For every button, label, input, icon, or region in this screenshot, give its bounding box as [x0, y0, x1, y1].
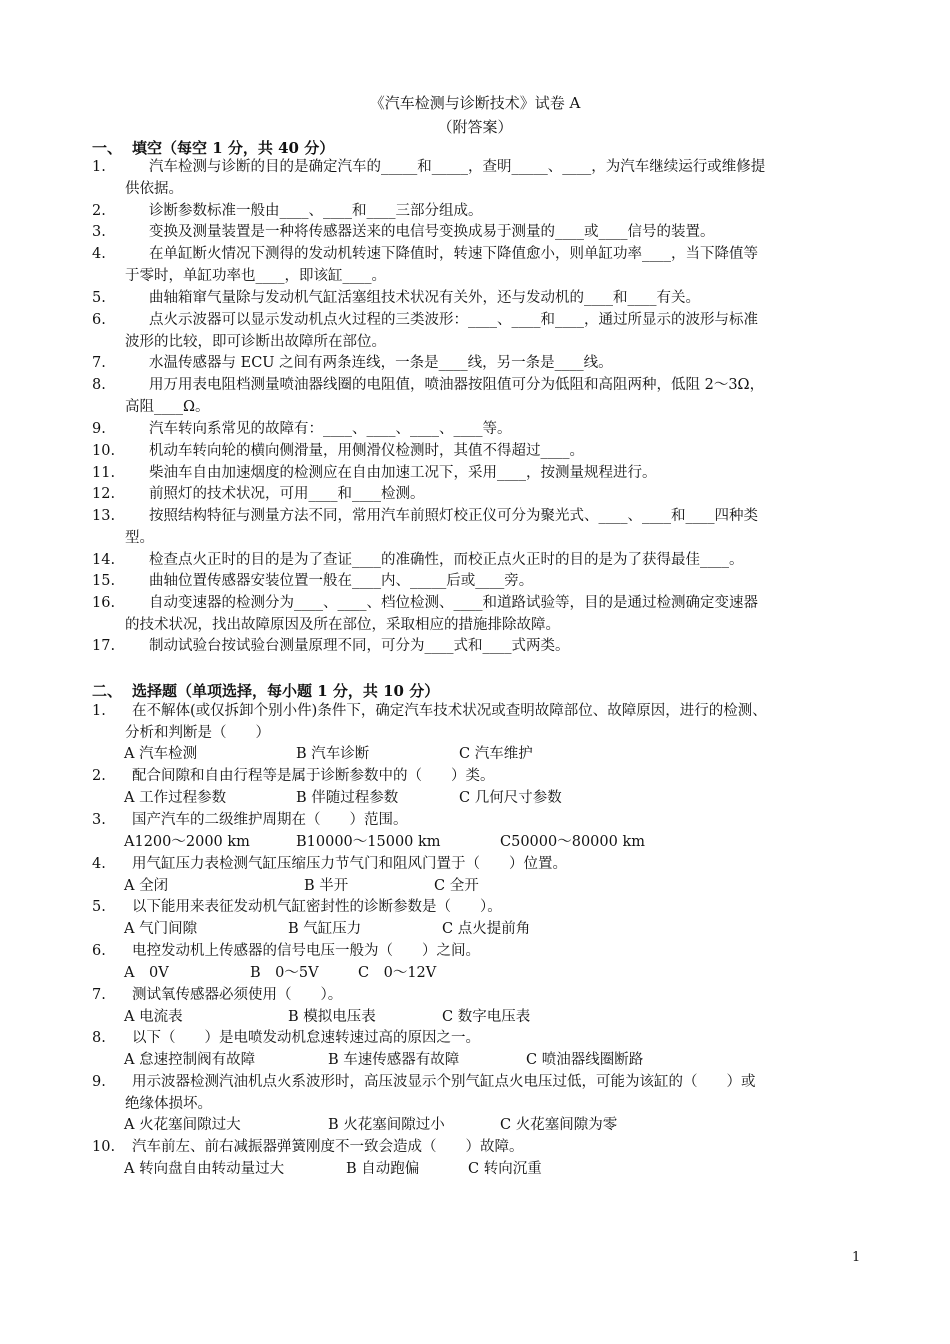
- question-text-cont: 波形的比较，即可诊断出故障所在部位。: [125, 334, 386, 350]
- fill-question: [92, 156, 862, 200]
- option-c: C 全开: [434, 878, 479, 894]
- fill-question: [92, 374, 862, 418]
- option-a: A 气门间隙: [124, 921, 198, 937]
- option-a: A 工作过程参数: [124, 790, 227, 806]
- option-c: C 0～12V: [358, 965, 437, 981]
- question-number: 4.: [92, 856, 106, 872]
- section-2-title: 选择题（单项选择，每小题 1 分，共 10 分）: [132, 682, 440, 700]
- section-1-number: 一、: [92, 139, 123, 157]
- question-number: 12.: [92, 486, 116, 502]
- section-1-title: 填空（每空 1 分，共 40 分）: [132, 139, 335, 157]
- option-c: C 几何尺寸参数: [459, 790, 562, 806]
- option-b: B 火花塞间隙过小: [328, 1117, 445, 1133]
- question-text: 机动车转向轮的横向侧滑量，用侧滑仪检测时，其值不得超过____。: [149, 443, 584, 459]
- exam-subtitle: （附答案）: [437, 118, 513, 136]
- question-text-cont: 于零时，单缸功率也____，即该缸____。: [125, 268, 386, 284]
- section-2-heading: [92, 680, 439, 701]
- question-number: 3.: [92, 224, 106, 240]
- question-number: 8.: [92, 1030, 106, 1046]
- question-number: 9.: [92, 1074, 106, 1090]
- question-text-cont: 高阻____Ω。: [125, 399, 210, 415]
- page-number: 1: [852, 1250, 861, 1265]
- fill-question: [92, 462, 862, 484]
- question-number: 10.: [92, 443, 116, 459]
- option-a: A 火花塞间隙过大: [124, 1117, 241, 1133]
- question-text-cont: 的技术状况，找出故障原因及所在部位，采取相应的措施排除故障。: [125, 617, 560, 633]
- question-number: 2.: [92, 768, 106, 784]
- question-text: 诊断参数标准一般由____、____和____三部分组成。: [149, 203, 483, 219]
- option-a: A 电流表: [124, 1009, 183, 1025]
- option-c: C 火花塞间隙为零: [500, 1117, 618, 1133]
- option-a: A 转向盘自由转动量过大: [124, 1161, 285, 1177]
- question-text: 点火示波器可以显示发动机点火过程的三类波形：____、____和____，通过所显示的波形与标准: [149, 312, 758, 328]
- section-1-heading: [92, 137, 334, 158]
- question-text: 汽车检测与诊断的目的是确定汽车的_____和_____，查明_____、____，为汽车继续运行或维修提: [149, 159, 766, 175]
- choice-question: [92, 809, 862, 831]
- question-text: 曲轴箱窜气量除与发动机气缸活塞组技术状况有关外，还与发动机的____和____有关。: [149, 290, 700, 306]
- choice-question: [92, 700, 862, 744]
- question-number: 7.: [92, 355, 106, 371]
- question-number: 4.: [92, 246, 106, 262]
- option-a: A 0V: [124, 965, 169, 981]
- option-b: B10000～15000 km: [296, 834, 441, 850]
- question-text: 以下能用来表征发动机气缸密封性的诊断参数是（ ）。: [132, 899, 502, 915]
- option-b: B 0～5V: [250, 965, 319, 981]
- option-c: C 喷油器线圈断路: [526, 1052, 644, 1068]
- question-number: 1.: [92, 159, 106, 175]
- fill-question: [92, 440, 862, 462]
- question-number: 5.: [92, 899, 106, 915]
- option-c: C 转向沉重: [468, 1161, 542, 1177]
- choice-question: [92, 940, 862, 962]
- choice-question: [92, 1071, 862, 1115]
- question-number: 6.: [92, 312, 106, 328]
- question-text: 电控发动机上传感器的信号电压一般为（ ）之间。: [132, 943, 480, 959]
- fill-question: [92, 418, 862, 440]
- option-c: C 数字电压表: [442, 1009, 531, 1025]
- question-text: 按照结构特征与测量方法不同，常用汽车前照灯校正仪可分为聚光式、____、____和____四种类: [149, 508, 758, 524]
- choice-question: [92, 853, 862, 875]
- question-text: 在单缸断火情况下测得的发动机转速下降值时，转速下降值愈小，则单缸功率____，当下降值等: [149, 246, 758, 262]
- question-number: 9.: [92, 421, 106, 437]
- option-c: C50000～80000 km: [500, 834, 645, 850]
- choice-question: [92, 1027, 862, 1049]
- question-number: 6.: [92, 943, 106, 959]
- fill-question: [92, 505, 862, 549]
- question-text: 柴油车自由加速烟度的检测应在自由加速工况下，采用____，按测量规程进行。: [149, 465, 657, 481]
- question-text: 测试氧传感器必须使用（ ）。: [132, 987, 343, 1003]
- fill-question: [92, 309, 862, 353]
- question-number: 14.: [92, 552, 116, 568]
- option-b: B 自动跑偏: [346, 1161, 420, 1177]
- fill-question: [92, 635, 862, 657]
- question-text: 用示波器检测汽油机点火系波形时，高压波显示个别气缸点火电压过低，可能为该缸的（ ）或: [132, 1074, 756, 1090]
- option-b: B 模拟电压表: [288, 1009, 376, 1025]
- choice-question: [92, 1136, 862, 1158]
- question-text: 检查点火正时的目的是为了查证____的准确性，而校正点火正时的目的是为了获得最佳____。: [149, 552, 744, 568]
- fill-question: [92, 483, 862, 505]
- question-text: 水温传感器与 ECU 之间有两条连线，一条是____线，另一条是____线。: [149, 355, 613, 371]
- question-number: 16.: [92, 595, 116, 611]
- fill-question: [92, 287, 862, 309]
- question-text: 用气缸压力表检测气缸压缩压力节气门和阻风门置于（ ）位置。: [132, 856, 567, 872]
- option-c: C 点火提前角: [442, 921, 531, 937]
- question-number: 13.: [92, 508, 116, 524]
- question-text: 变换及测量装置是一种将传感器送来的电信号变换成易于测量的____或____信号的装置。: [149, 224, 715, 240]
- option-b: B 气缸压力: [288, 921, 362, 937]
- fill-question: [92, 352, 862, 374]
- question-text: 自动变速器的检测分为____、____、档位检测、____和道路试验等，目的是通过检测确定变速器: [149, 595, 758, 611]
- question-number: 7.: [92, 987, 106, 1003]
- option-a: A1200～2000 km: [124, 834, 250, 850]
- option-b: B 半开: [304, 878, 349, 894]
- question-number: 1.: [92, 703, 106, 719]
- choice-question: [92, 765, 862, 787]
- question-text: 以下（ ）是电喷发动机怠速转速过高的原因之一。: [132, 1030, 480, 1046]
- question-number: 15.: [92, 573, 116, 589]
- choice-question: [92, 984, 862, 1006]
- question-number: 10.: [92, 1139, 116, 1155]
- fill-question: [92, 549, 862, 571]
- question-text-cont: 绝缘体损坏。: [125, 1096, 212, 1112]
- question-text: 用万用表电阻档测量喷油器线圈的电阻值，喷油器按阻值可分为低阻和高阻两种，低阻 2～3Ω，: [149, 377, 765, 393]
- question-text: 汽车前左、前右减振器弹簧刚度不一致会造成（ ）故障。: [132, 1139, 524, 1155]
- option-b: B 伴随过程参数: [296, 790, 399, 806]
- question-text: 曲轴位置传感器安装位置一般在____内、_____后或____旁。: [149, 573, 534, 589]
- fill-question: [92, 592, 862, 636]
- question-number: 5.: [92, 290, 106, 306]
- option-a: A 汽车检测: [124, 746, 198, 762]
- question-text: 制动试验台按试验台测量原理不同，可分为____式和____式两类。: [149, 638, 570, 654]
- fill-question: [92, 200, 862, 222]
- question-text-cont: 型。: [125, 530, 154, 546]
- option-b: B 车速传感器有故障: [328, 1052, 460, 1068]
- choice-question: [92, 896, 862, 918]
- option-c: C 汽车维护: [459, 746, 533, 762]
- fill-question: [92, 221, 862, 243]
- fill-question: [92, 243, 862, 287]
- question-number: 11.: [92, 465, 116, 481]
- question-text: 配合间隙和自由行程等是属于诊断参数中的（ ）类。: [132, 768, 495, 784]
- question-text: 国产汽车的二级维护周期在（ ）范围。: [132, 812, 408, 828]
- question-text: 前照灯的技术状况，可用____和____检测。: [149, 486, 425, 502]
- question-text: 在不解体(或仅拆卸个别小件)条件下，确定汽车技术状况或查明故障部位、故障原因，进行的检测、: [132, 703, 767, 719]
- question-number: 2.: [92, 203, 106, 219]
- question-text-cont: 供依据。: [125, 181, 183, 197]
- question-number: 8.: [92, 377, 106, 393]
- option-a: A 怠速控制阀有故障: [124, 1052, 256, 1068]
- exam-title: 《汽车检测与诊断技术》试卷 A: [369, 94, 581, 112]
- question-number: 17.: [92, 638, 116, 654]
- option-b: B 汽车诊断: [296, 746, 370, 762]
- question-text-cont: 分析和判断是（ ）: [125, 725, 270, 741]
- fill-question: [92, 570, 862, 592]
- question-number: 3.: [92, 812, 106, 828]
- section-2-number: 二、: [92, 682, 123, 700]
- question-text: 汽车转向系常见的故障有：____、____、____、____等。: [149, 421, 512, 437]
- option-a: A 全闭: [124, 878, 169, 894]
